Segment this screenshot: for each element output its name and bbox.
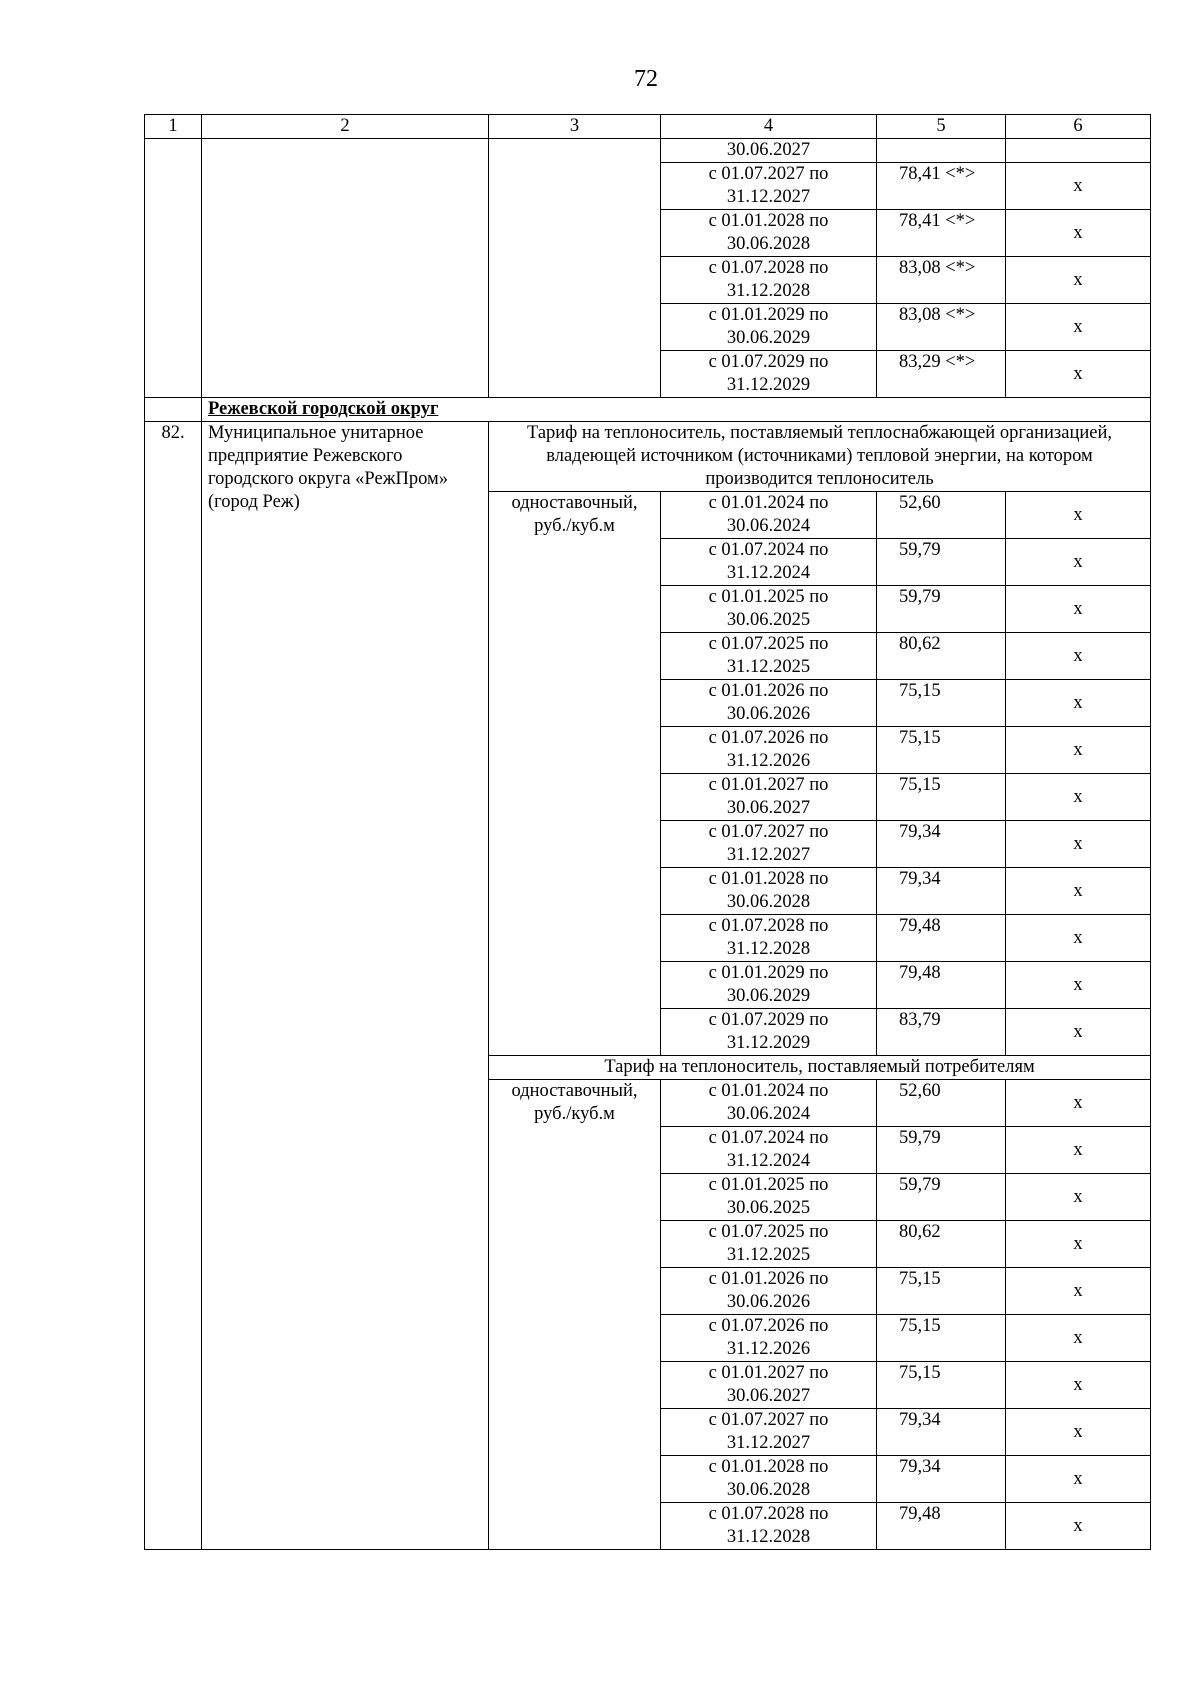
column-number: 1: [145, 115, 202, 139]
col6-cell: х: [1006, 680, 1151, 727]
period-cell: с 01.01.2028 по 30.06.2028: [661, 868, 877, 915]
col6-cell: х: [1006, 868, 1151, 915]
period-cell: с 01.07.2028 по 31.12.2028: [661, 915, 877, 962]
period-cell: с 01.01.2025 по 30.06.2025: [661, 1174, 877, 1221]
section-title: Тариф на теплоноситель, поставляемый теплоснабжающей организацией, владеющей источником (источниками) тепловой энергии, на котором производится теплоноситель: [489, 422, 1151, 492]
col6-cell: х: [1006, 1174, 1151, 1221]
section-title: Тариф на теплоноситель, поставляемый потребителям: [489, 1056, 1151, 1080]
organization-name: Муниципальное унитарное предприятие Режевского городского округа «РежПром» (город Реж): [202, 422, 489, 1550]
period-cell: с 01.01.2027 по 30.06.2027: [661, 1362, 877, 1409]
tariff-value-cell: 52,60: [877, 1080, 1006, 1127]
col6-cell: х: [1006, 492, 1151, 539]
period-cell: 30.06.2027: [661, 139, 877, 163]
continuation-row: [145, 139, 1151, 163]
tariff-type: одноставочный, руб./куб.м: [489, 1080, 661, 1550]
tariff-value-cell: 83,08 <*>: [877, 257, 1006, 304]
tariff-value-cell: 80,62: [877, 1221, 1006, 1268]
tariff-type: одноставочный, руб./куб.м: [489, 492, 661, 1056]
col6-cell: х: [1006, 633, 1151, 680]
tariff-value-cell: 59,79: [877, 586, 1006, 633]
col6-cell: х: [1006, 1362, 1151, 1409]
region-row: [145, 398, 1151, 422]
period-cell: с 01.01.2029 по 30.06.2029: [661, 962, 877, 1009]
col6-cell: х: [1006, 163, 1151, 210]
tariff-value-cell: 59,79: [877, 539, 1006, 586]
tariff-value-cell: 79,34: [877, 821, 1006, 868]
tariff-value-cell: 75,15: [877, 727, 1006, 774]
col6-cell: х: [1006, 1127, 1151, 1174]
tariff-value-cell: 75,15: [877, 1268, 1006, 1315]
col6-cell: х: [1006, 1409, 1151, 1456]
tariff-value-cell: 78,41 <*>: [877, 210, 1006, 257]
col6-cell: х: [1006, 1080, 1151, 1127]
tariff-value-cell: 83,79: [877, 1009, 1006, 1056]
col6-cell: х: [1006, 586, 1151, 633]
tariff-value-cell: 83,29 <*>: [877, 351, 1006, 398]
period-cell: с 01.07.2029 по 31.12.2029: [661, 1009, 877, 1056]
column-number: 2: [202, 115, 489, 139]
tariff-value-cell: 75,15: [877, 680, 1006, 727]
tariff-value-cell: 59,79: [877, 1127, 1006, 1174]
tariff-value-cell: 75,15: [877, 1362, 1006, 1409]
col6-cell: [1006, 139, 1151, 163]
entry-number-cell: [145, 139, 202, 398]
col6-cell: х: [1006, 821, 1151, 868]
col6-cell: х: [1006, 962, 1151, 1009]
column-number-row: [145, 115, 1151, 139]
period-cell: с 01.01.2024 по 30.06.2024: [661, 1080, 877, 1127]
tariff-table-body: [145, 115, 1151, 1550]
period-cell: с 01.07.2024 по 31.12.2024: [661, 539, 877, 586]
col6-cell: х: [1006, 727, 1151, 774]
tariff-value-cell: 80,62: [877, 633, 1006, 680]
tariff-value-cell: 75,15: [877, 1315, 1006, 1362]
tariff-value-cell: 83,08 <*>: [877, 304, 1006, 351]
period-cell: с 01.07.2028 по 31.12.2028: [661, 1503, 877, 1550]
period-cell: с 01.07.2025 по 31.12.2025: [661, 633, 877, 680]
period-cell: с 01.01.2024 по 30.06.2024: [661, 492, 877, 539]
col6-cell: х: [1006, 351, 1151, 398]
tariff-value-cell: 79,34: [877, 868, 1006, 915]
period-cell: с 01.07.2024 по 31.12.2024: [661, 1127, 877, 1174]
period-cell: с 01.07.2026 по 31.12.2026: [661, 727, 877, 774]
col6-cell: х: [1006, 1456, 1151, 1503]
tariff-value-cell: 79,48: [877, 915, 1006, 962]
col6-cell: х: [1006, 1268, 1151, 1315]
period-cell: с 01.07.2027 по 31.12.2027: [661, 821, 877, 868]
column-number: 3: [489, 115, 661, 139]
tariff-value-cell: 52,60: [877, 492, 1006, 539]
tariff-value-cell: 78,41 <*>: [877, 163, 1006, 210]
tariff-value-cell: 59,79: [877, 1174, 1006, 1221]
column-number: 5: [877, 115, 1006, 139]
period-cell: с 01.01.2027 по 30.06.2027: [661, 774, 877, 821]
section-title-row: [145, 422, 1151, 492]
period-cell: с 01.07.2027 по 31.12.2027: [661, 1409, 877, 1456]
entry-number: 82.: [145, 422, 202, 1550]
period-cell: с 01.01.2029 по 30.06.2029: [661, 304, 877, 351]
col6-cell: х: [1006, 210, 1151, 257]
tariff-value-cell: 79,48: [877, 962, 1006, 1009]
col6-cell: х: [1006, 257, 1151, 304]
col6-cell: х: [1006, 1221, 1151, 1268]
period-cell: с 01.07.2027 по 31.12.2027: [661, 163, 877, 210]
col6-cell: х: [1006, 1315, 1151, 1362]
tariff-table: [144, 114, 1151, 1550]
region-heading: Режевской городской округ: [202, 398, 1151, 422]
tariff-value-cell: 79,34: [877, 1409, 1006, 1456]
page-number: 72: [634, 66, 658, 92]
period-cell: с 01.07.2026 по 31.12.2026: [661, 1315, 877, 1362]
organization-cell: [202, 139, 489, 398]
period-cell: с 01.01.2026 по 30.06.2026: [661, 1268, 877, 1315]
tariff-value-cell: [877, 139, 1006, 163]
period-cell: с 01.01.2026 по 30.06.2026: [661, 680, 877, 727]
period-cell: с 01.07.2028 по 31.12.2028: [661, 257, 877, 304]
period-cell: с 01.07.2025 по 31.12.2025: [661, 1221, 877, 1268]
region-empty-cell: [145, 398, 202, 422]
tariff-value-cell: 79,48: [877, 1503, 1006, 1550]
tariff-type-cell: [489, 139, 661, 398]
period-cell: с 01.01.2025 по 30.06.2025: [661, 586, 877, 633]
period-cell: с 01.07.2029 по 31.12.2029: [661, 351, 877, 398]
col6-cell: х: [1006, 915, 1151, 962]
period-cell: с 01.01.2028 по 30.06.2028: [661, 210, 877, 257]
tariff-value-cell: 79,34: [877, 1456, 1006, 1503]
period-cell: с 01.01.2028 по 30.06.2028: [661, 1456, 877, 1503]
col6-cell: х: [1006, 1503, 1151, 1550]
col6-cell: х: [1006, 1009, 1151, 1056]
col6-cell: х: [1006, 304, 1151, 351]
col6-cell: х: [1006, 539, 1151, 586]
col6-cell: х: [1006, 774, 1151, 821]
tariff-value-cell: 75,15: [877, 774, 1006, 821]
column-number: 4: [661, 115, 877, 139]
column-number: 6: [1006, 115, 1151, 139]
